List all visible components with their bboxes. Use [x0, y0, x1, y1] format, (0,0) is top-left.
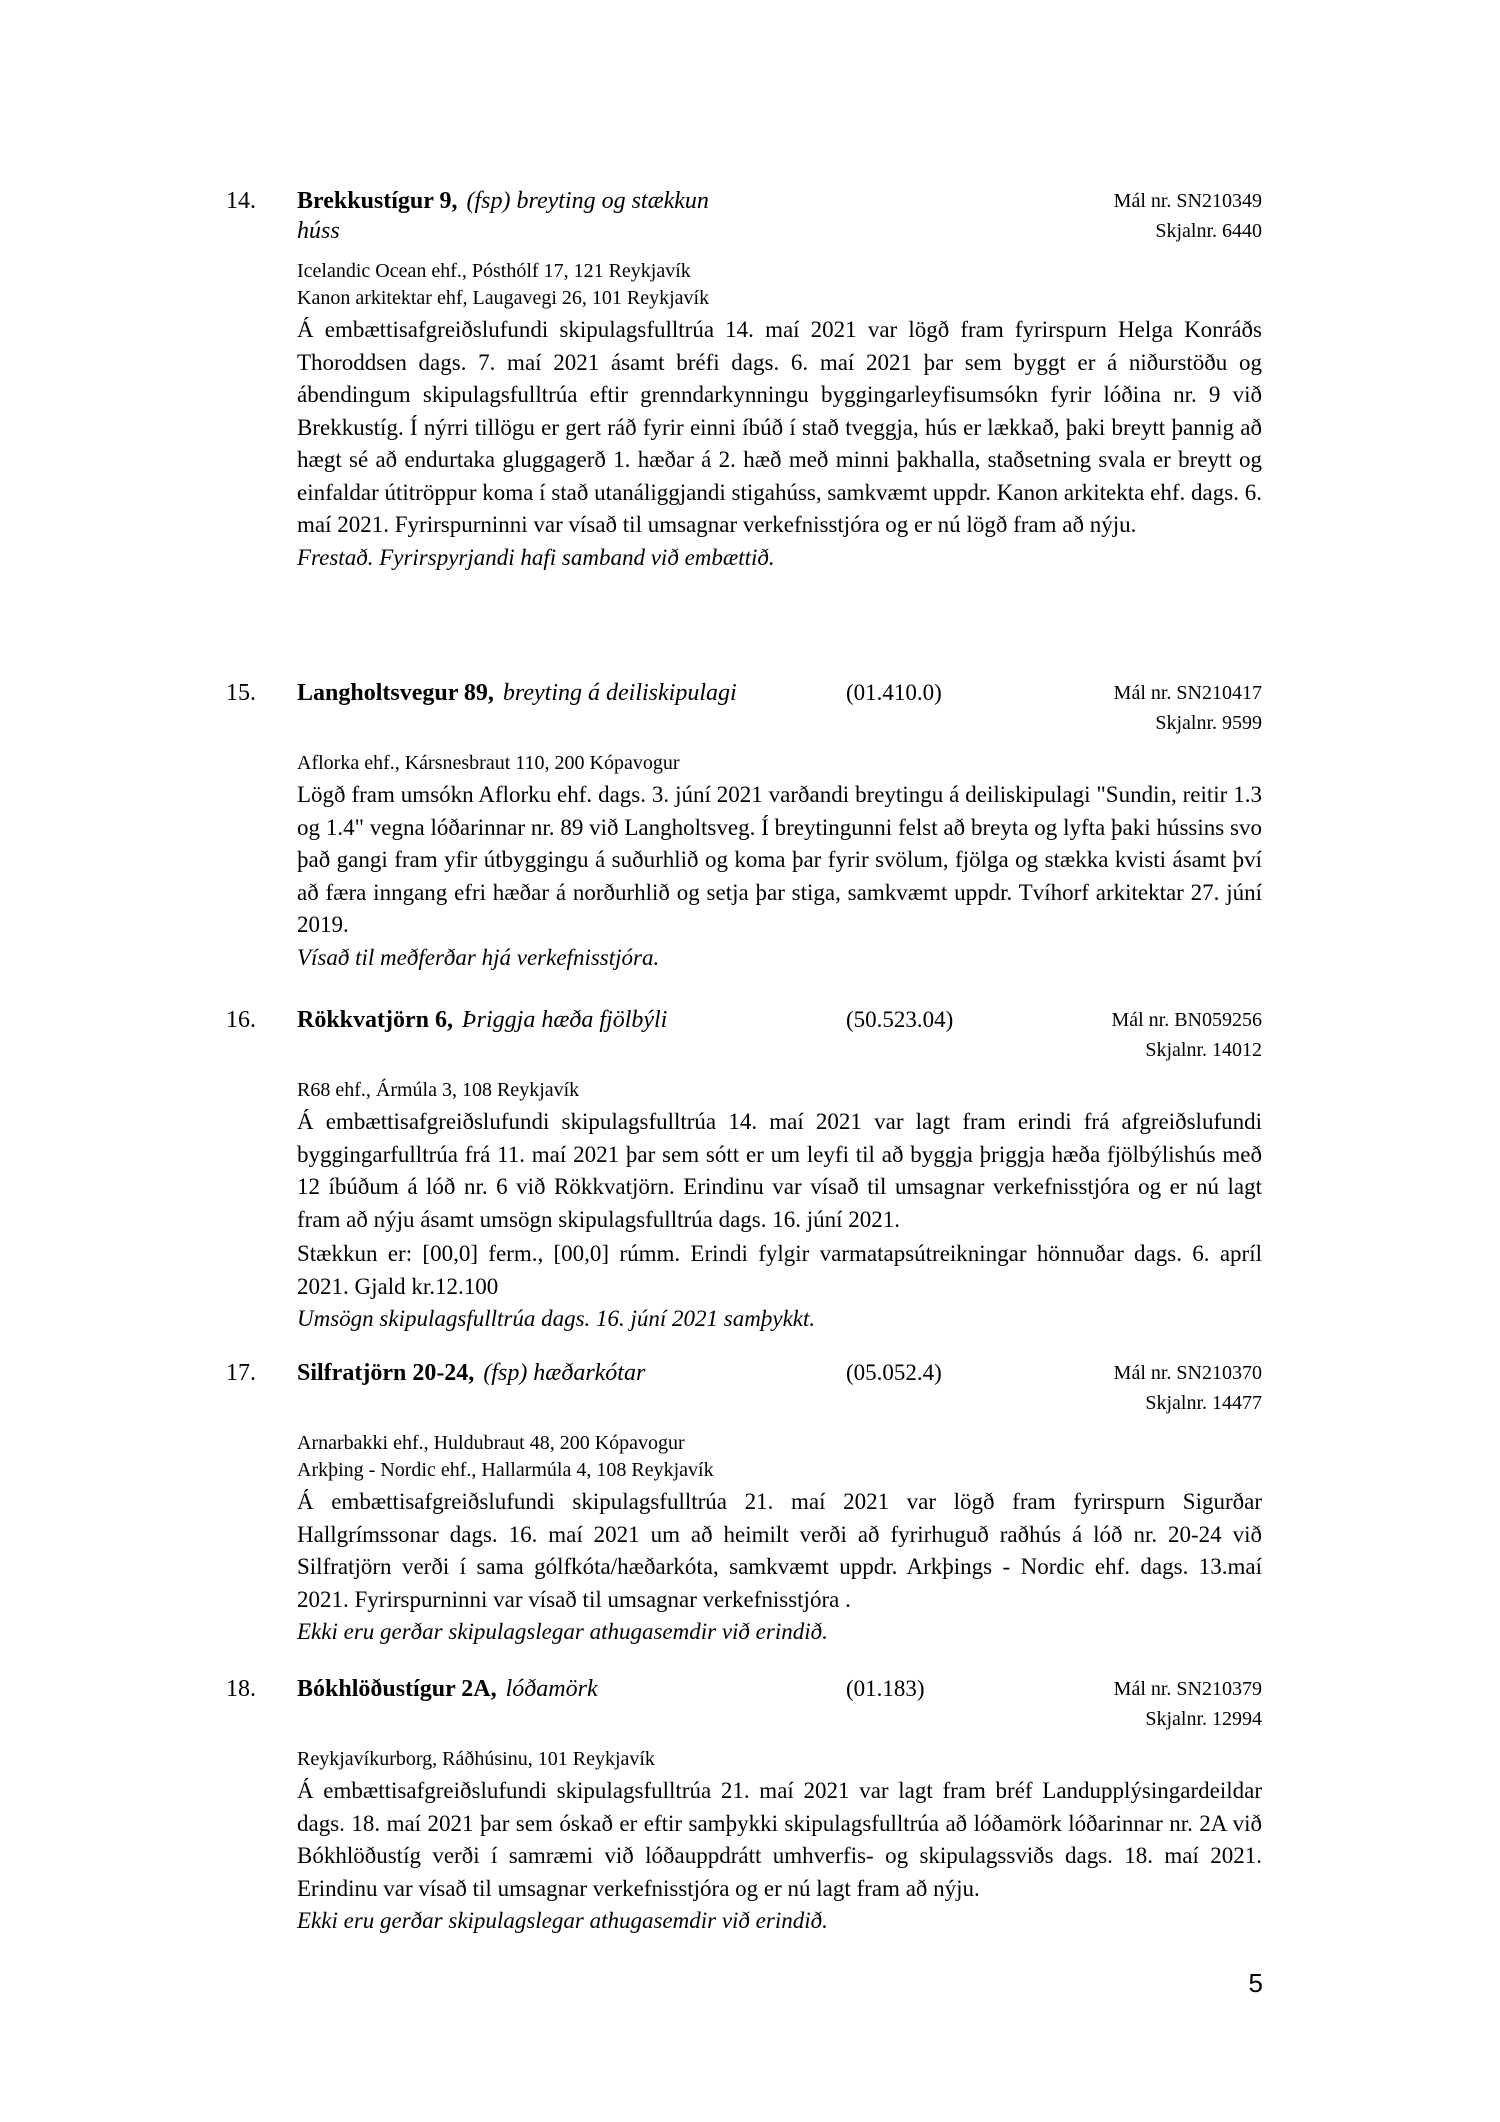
agenda-item-header	[226, 1358, 1262, 1418]
item-subtitle: breyting á deiliskipulagi	[502, 680, 737, 706]
agenda-item-header	[226, 186, 1262, 246]
planning-code: (50.523.04)	[846, 1007, 954, 1032]
item-title-block	[297, 678, 846, 708]
item-title-block	[297, 1358, 846, 1388]
address-line: Arnarbakki ehf., Huldubraut 48, 200 Kópavogur	[297, 1432, 685, 1454]
item-title-block	[297, 1674, 846, 1704]
planning-code: (01.410.0)	[846, 680, 942, 705]
item-title: Silfratjörn 20-24,	[297, 1360, 475, 1386]
address-line: R68 ehf., Ármúla 3, 108 Reykjavík	[297, 1079, 580, 1101]
item-resolution: Ekki eru gerðar skipulagslegar athugasemdir við erindið.	[297, 1619, 828, 1644]
page-number: 5	[1248, 1968, 1263, 1998]
item-title-line	[297, 678, 846, 708]
item-resolution: Ekki eru gerðar skipulagslegar athugasemdir við erindið.	[297, 1908, 828, 1933]
item-body-paragraph: Lögð fram umsókn Aflorku ehf. dags. 3. júní 2021 varðandi breytingu á deiliskipulagi "Sundin, reitir 1.3 og 1.4" vegna lóðarinnar nr. 89 við Langholtsveg. Í breytingunni felst að breyta og lyfta þaki hússins svo það gangi fram yfir útbyggingu á suðurhlið og koma þar fyrir svölum, fjölga og stækka kvisti ásamt því að færa inngang efri hæðar á norðurhlið og setja þar stiga, samkvæmt uppdr. Tvíhorf arkitektar 27. júní 2019.	[297, 782, 1262, 937]
address-block	[297, 1430, 1262, 1484]
agenda-item	[226, 1358, 1262, 1649]
item-title: Bókhlöðustígur 2A,	[297, 1676, 497, 1702]
document-number: Skjalnr. 14012	[1145, 1039, 1262, 1061]
item-number: 17.	[226, 1360, 256, 1386]
case-meta	[1006, 1005, 1262, 1065]
item-title-line	[297, 186, 846, 216]
item-title: Rökkvatjörn 6,	[297, 1007, 454, 1033]
planning-code: (01.183)	[846, 1676, 925, 1701]
address-block	[297, 1746, 1262, 1773]
address-line: Kanon arkitektar ehf, Laugavegi 26, 101 Reykjavík	[297, 287, 710, 309]
item-resolution: Frestað. Fyrirspyrjandi hafi samband við embættið.	[297, 544, 775, 570]
item-title-line	[297, 1358, 846, 1388]
item-title-block	[297, 1005, 846, 1035]
address-block	[297, 750, 1262, 777]
item-subtitle-continued: húss	[297, 218, 340, 244]
case-number: Mál nr. SN210370	[1113, 1362, 1262, 1384]
address-block	[297, 1077, 1262, 1104]
item-title: Brekkustígur 9,	[297, 188, 458, 214]
address-line: Icelandic Ocean ehf., Pósthólf 17, 121 Reykjavík	[297, 260, 691, 282]
address-block	[297, 258, 1262, 312]
item-number: 15.	[226, 680, 256, 706]
case-number: Mál nr. SN210379	[1113, 1678, 1262, 1700]
item-number: 14.	[226, 188, 256, 214]
item-subtitle: lóðamörk	[505, 1676, 598, 1702]
address-line: Reykjavíkurborg, Ráðhúsinu, 101 Reykjavík	[297, 1748, 655, 1770]
document-number: Skjalnr. 14477	[1145, 1392, 1262, 1414]
item-title-block	[297, 186, 846, 246]
item-number: 16.	[226, 1007, 256, 1033]
item-body-paragraph: Á embættisafgreiðslufundi skipulagsfulltrúa 14. maí 2021 var lagt fram erindi frá afgreiðslufundi byggingarfulltrúa frá 11. maí 2021 þar sem sótt er um leyfi til að byggja þriggja hæða fjölbýlishús með 12 íbúðum á lóð nr. 6 við Rökkvatjörn. Erindinu var vísað til umsagnar verkefnisstjóra og er nú lagt fram að nýju ásamt umsögn skipulagsfulltrúa dags. 16. júní 2021.	[297, 1109, 1262, 1232]
address-line: Arkþing - Nordic ehf., Hallarmúla 4, 108 Reykjavík	[297, 1459, 714, 1481]
item-body-paragraph: Á embættisafgreiðslufundi skipulagsfulltrúa 14. maí 2021 var lögð fram fyrirspurn Helga Konráðs Thoroddsen dags. 7. maí 2021 ásamt bréfi dags. 6. maí 2021 þar sem byggt er á niðurstöðu og ábendingum skipulagsfulltrúa eftir grenndarkynningu byggingarleyfisumsókn fyrir lóðina nr. 9 við Brekkustíg. Í nýrri tillögu er gert ráð fyrir einni íbúð í stað tveggja, hús er lækkað, þaki breytt þannig að hægt sé að endurtaka gluggagerð 1. hæðar á 2. hæð með minni þakhalla, staðsetning svala er breytt og einfaldar útitröppur koma í stað utanáliggjandi stigahúss, samkvæmt uppdr. Kanon arkitekta ehf. dags. 6. maí 2021. Fyrirspurninni var vísað til umsagnar verkefnisstjóra og er nú lögð fram að nýju.	[297, 317, 1262, 537]
agenda-item	[226, 1674, 1262, 1938]
item-title: Langholtsvegur 89,	[297, 680, 494, 706]
document-number: Skjalnr. 6440	[1155, 220, 1262, 242]
agenda-item-header	[226, 1674, 1262, 1734]
case-meta	[1006, 1358, 1262, 1418]
item-subtitle: (fsp) hæðarkótar	[483, 1360, 646, 1386]
document-number: Skjalnr. 9599	[1155, 712, 1262, 734]
document-number: Skjalnr. 12994	[1145, 1708, 1262, 1730]
item-title-line	[297, 1674, 846, 1704]
item-subtitle-line2	[297, 216, 846, 246]
agenda-item-header	[226, 1005, 1262, 1065]
item-subtitle: Þriggja hæða fjölbýli	[462, 1007, 668, 1033]
item-body-paragraph: Á embættisafgreiðslufundi skipulagsfulltrúa 21. maí 2021 var lögð fram fyrirspurn Sigurðar Hallgrímssonar dags. 16. maí 2021 um að heimilt verði að fyrirhuguð raðhús á lóð nr. 20-24 við Silfratjörn verði í sama gólfkóta/hæðarkóta, samkvæmt uppdr. Arkþings - Nordic ehf. dags. 13.maí 2021. Fyrirspurninni var vísað til umsagnar verkefnisstjóra .	[297, 1489, 1262, 1612]
item-number: 18.	[226, 1676, 256, 1702]
item-resolution: Umsögn skipulagsfulltrúa dags. 16. júní 2021 samþykkt.	[297, 1306, 816, 1331]
item-subtitle: (fsp) breyting og stækkun	[466, 188, 709, 214]
item-resolution: Vísað til meðferðar hjá verkefnisstjóra.	[297, 944, 660, 970]
item-body-paragraph: Á embættisafgreiðslufundi skipulagsfulltrúa 21. maí 2021 var lagt fram bréf Landupplýsingardeildar dags. 18. maí 2021 þar sem óskað er eftir samþykki skipulagsfulltrúa að lóðamörk lóðarinnar nr. 2A við Bókhlöðustíg verði í samræmi við lóðauppdrátt umhverfis- og skipulagssviðs dags. 18. maí 2021. Erindinu var vísað til umsagnar verkefnisstjóra og er nú lagt fram að nýju.	[297, 1778, 1262, 1901]
case-number: Mál nr. SN210417	[1113, 682, 1262, 704]
agenda-item	[226, 186, 1262, 574]
case-number: Mál nr. BN059256	[1111, 1009, 1262, 1031]
item-title-line	[297, 1005, 846, 1035]
address-line: Aflorka ehf., Kársnesbraut 110, 200 Kópavogur	[297, 752, 680, 774]
case-number: Mál nr. SN210349	[1113, 190, 1262, 212]
agenda-item	[226, 1005, 1262, 1336]
case-meta	[1006, 186, 1262, 246]
agenda-item-header	[226, 678, 1262, 738]
item-body-paragraph: Stækkun er: [00,0] ferm., [00,0] rúmm. Erindi fylgir varmatapsútreikningar hönnuðar dags. 6. apríl 2021. Gjald kr.12.100	[297, 1241, 1262, 1299]
case-meta	[1006, 1674, 1262, 1734]
agenda-item	[226, 678, 1262, 974]
case-meta	[1006, 678, 1262, 738]
planning-code: (05.052.4)	[846, 1360, 942, 1385]
